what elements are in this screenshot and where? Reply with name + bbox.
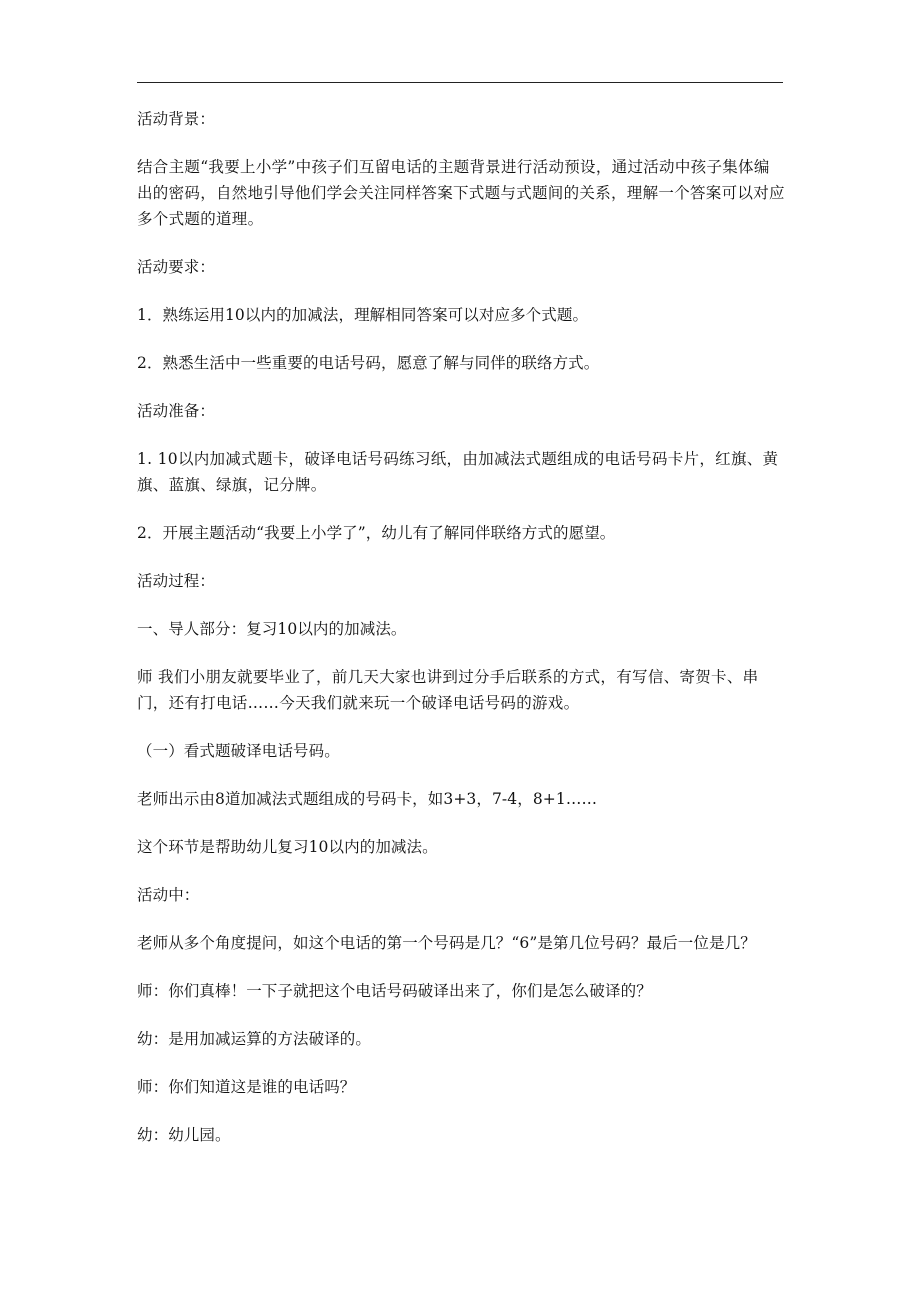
paragraph-requirement-2: 2．熟悉生活中一些重要的电话号码，愿意了解与同伴的联络方式。 <box>137 354 600 372</box>
paragraph-activity-background: 结合主题“我要上小学”中孩子们互留电话的主题背景进行活动预设，通过活动中孩子集体编出的密码，自然地引导他们学会关注同样答案下式题与式题间的关系，理解一个答案可以对应多个式题的道理。 <box>137 158 785 228</box>
paragraph-activity-preparation-heading: 活动准备： <box>137 402 216 420</box>
paragraph-teacher-praise: 师：你们真棒！一下子就把这个电话号码破译出来了，你们是怎么破译的？ <box>137 982 652 1000</box>
paragraph-activity-process-heading: 活动过程： <box>137 572 216 590</box>
header-rule <box>137 82 783 83</box>
paragraph-review-note: 这个环节是帮助幼儿复习10以内的加减法。 <box>137 838 438 856</box>
paragraph-section-one: （一）看式题破译电话号码。 <box>137 742 340 760</box>
paragraph-number-card: 老师出示由8道加减法式题组成的号码卡，如3+3，7-4，8+1…… <box>137 790 598 808</box>
paragraph-activity-background-heading: 活动背景： <box>137 110 216 128</box>
paragraph-during-activity: 活动中： <box>137 886 200 904</box>
paragraph-requirement-1: 1．熟练运用10以内的加减法，理解相同答案可以对应多个式题。 <box>137 306 589 324</box>
paragraph-preparation-1: 1. 10以内加减式题卡，破译电话号码练习纸，由加减法式题组成的电话号码卡片，红旗、黄旗、蓝旗、绿旗，记分牌。 <box>137 450 779 494</box>
paragraph-activity-requirements-heading: 活动要求： <box>137 258 216 276</box>
paragraph-child-answer-1: 幼：是用加减运算的方法破译的。 <box>137 1030 372 1048</box>
paragraph-introduction: 一、导人部分：复习10以内的加减法。 <box>137 620 407 638</box>
document-body <box>137 106 785 1170</box>
paragraph-teacher-intro: 师 我们小朋友就要毕业了，前几天大家也讲到过分手后联系的方式，有写信、寄贺卡、串门，还有打电话……今天我们就来玩一个破译电话号码的游戏。 <box>137 668 759 712</box>
paragraph-preparation-2: 2．开展主题活动“我要上小学了”，幼儿有了解同伴联络方式的愿望。 <box>137 524 616 542</box>
paragraph-teacher-whose-phone: 师：你们知道这是谁的电话吗？ <box>137 1078 356 1096</box>
paragraph-child-answer-2: 幼：幼儿园。 <box>137 1126 231 1144</box>
paragraph-teacher-questions: 老师从多个角度提问，如这个电话的第一个号码是几？“6”是第几位号码？最后一位是几？ <box>137 934 756 952</box>
